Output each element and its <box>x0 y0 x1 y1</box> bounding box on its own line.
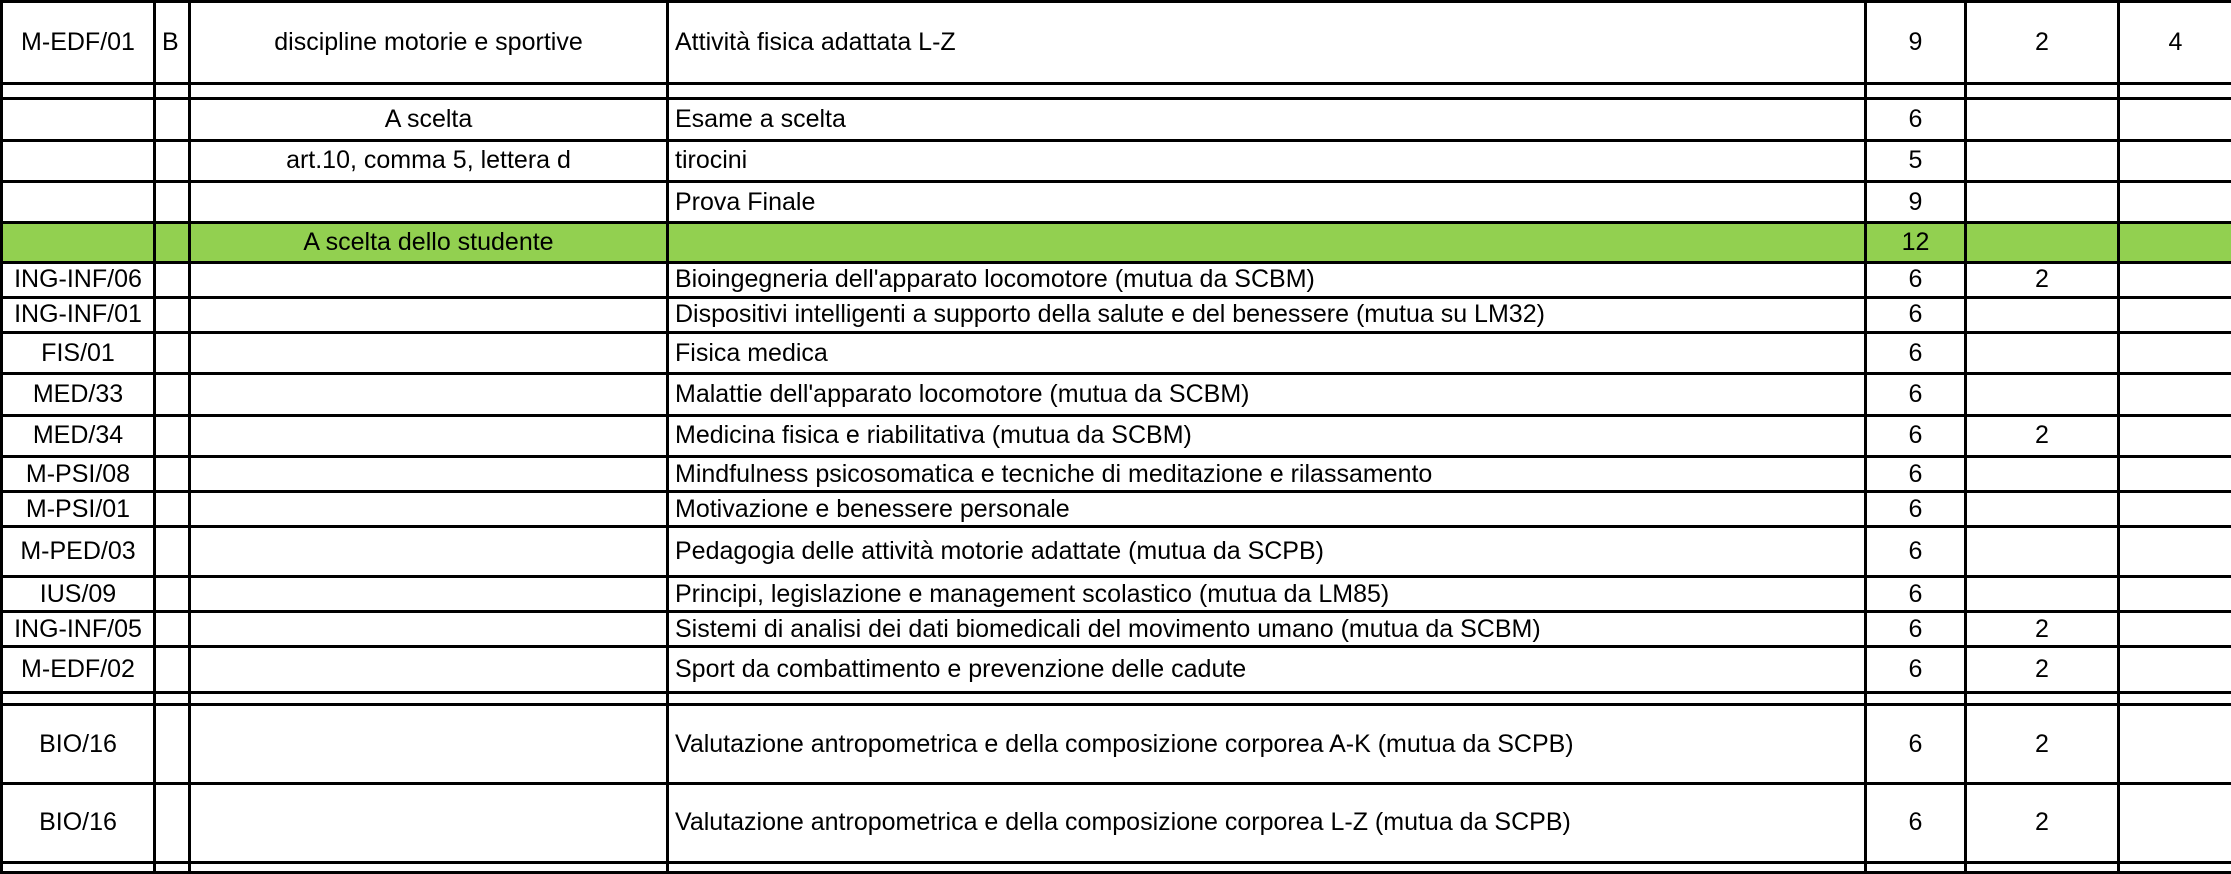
spacer-row <box>2 862 2231 872</box>
course-name: Sport da combattimento e prevenzione delle cadute <box>668 647 1866 693</box>
course-name: Esame a scelta <box>668 99 1866 140</box>
cfu-value: 6 <box>1866 783 1966 862</box>
course-name: Pedagogia delle attività motorie adattate (mutua da SCPB) <box>668 527 1866 577</box>
subject-area: art.10, comma 5, lettera d <box>190 140 668 181</box>
spacer-row <box>2 692 2231 704</box>
ssd-code: M-EDF/02 <box>2 647 155 693</box>
col6-value: 2 <box>1966 415 2119 456</box>
subject-area: A scelta dello studente <box>190 223 668 262</box>
cfu-value: 5 <box>1866 140 1966 181</box>
course-name: Valutazione antropometrica e della composizione corporea L-Z (mutua da SCPB) <box>668 783 1866 862</box>
cfu-value: 6 <box>1866 99 1966 140</box>
course-type: B <box>155 2 190 84</box>
table-row <box>2 297 2231 332</box>
cfu-value: 6 <box>1866 612 1966 647</box>
cfu-value: 6 <box>1866 374 1966 415</box>
cfu-value: 6 <box>1866 527 1966 577</box>
col6-value <box>1966 577 2119 612</box>
cfu-value: 6 <box>1866 492 1966 527</box>
cfu-value: 6 <box>1866 262 1966 297</box>
table-row <box>2 2 2231 84</box>
table-row <box>2 140 2231 181</box>
ssd-code: ING-INF/05 <box>2 612 155 647</box>
subject-area: discipline motorie e sportive <box>190 2 668 84</box>
col6-value <box>1966 492 2119 527</box>
table-row <box>2 577 2231 612</box>
course-name: Fisica medica <box>668 332 1866 373</box>
cfu-value: 6 <box>1866 647 1966 693</box>
col6-value <box>1966 457 2119 492</box>
table-row <box>2 492 2231 527</box>
cfu-value: 9 <box>1866 181 1966 222</box>
ssd-code: M-PED/03 <box>2 527 155 577</box>
ssd-code: MED/33 <box>2 374 155 415</box>
course-name: Attività fisica adattata L-Z <box>668 2 1866 84</box>
col6-value <box>1966 527 2119 577</box>
table-row <box>2 332 2231 373</box>
subject-area: A scelta <box>190 99 668 140</box>
course-name: Principi, legislazione e management scolastico (mutua da LM85) <box>668 577 1866 612</box>
course-name: Mindfulness psicosomatica e tecniche di meditazione e rilassamento <box>668 457 1866 492</box>
elective-header-row <box>2 223 2231 262</box>
col6-value <box>1966 374 2119 415</box>
ssd-code: BIO/16 <box>2 705 155 784</box>
course-name: Malattie dell'apparato locomotore (mutua da SCBM) <box>668 374 1866 415</box>
table-row <box>2 527 2231 577</box>
table-row <box>2 647 2231 693</box>
course-name: Motivazione e benessere personale <box>668 492 1866 527</box>
cfu-value: 6 <box>1866 415 1966 456</box>
course-name: Dispositivi intelligenti a supporto della salute e del benessere (mutua su LM32) <box>668 297 1866 332</box>
table-row <box>2 783 2231 862</box>
ssd-code: ING-INF/06 <box>2 262 155 297</box>
col6-value: 2 <box>1966 705 2119 784</box>
table-row <box>2 181 2231 222</box>
subject-area <box>190 181 668 222</box>
ssd-code: IUS/09 <box>2 577 155 612</box>
table-row <box>2 457 2231 492</box>
cfu-value: 6 <box>1866 705 1966 784</box>
elective-list <box>2 262 2231 862</box>
col6-value <box>1966 332 2119 373</box>
col6-value: 2 <box>1966 2 2119 84</box>
col6-value: 2 <box>1966 647 2119 693</box>
course-name: tirocini <box>668 140 1866 181</box>
ssd-code: M-PSI/01 <box>2 492 155 527</box>
cfu-value: 6 <box>1866 297 1966 332</box>
table-row <box>2 262 2231 297</box>
ssd-code: FIS/01 <box>2 332 155 373</box>
col6-value: 2 <box>1966 262 2119 297</box>
table-row <box>2 415 2231 456</box>
ssd-code: BIO/16 <box>2 783 155 862</box>
ssd-code: ING-INF/01 <box>2 297 155 332</box>
cfu-value: 6 <box>1866 457 1966 492</box>
cfu-value: 9 <box>1866 2 1966 84</box>
col6-value <box>1966 297 2119 332</box>
table-row <box>2 705 2231 784</box>
ssd-code: M-PSI/08 <box>2 457 155 492</box>
cfu-value: 6 <box>1866 332 1966 373</box>
course-name: Medicina fisica e riabilitativa (mutua da SCBM) <box>668 415 1866 456</box>
ssd-code: M-EDF/01 <box>2 2 155 84</box>
course-name: Bioingegneria dell'apparato locomotore (mutua da SCBM) <box>668 262 1866 297</box>
col7-value: 4 <box>2119 2 2231 84</box>
course-name: Prova Finale <box>668 181 1866 222</box>
table-row <box>2 374 2231 415</box>
spacer-row <box>2 83 2231 99</box>
table-row <box>2 99 2231 140</box>
cfu-value: 6 <box>1866 577 1966 612</box>
table-row <box>2 612 2231 647</box>
cfu-value: 12 <box>1866 223 1966 262</box>
course-name: Valutazione antropometrica e della composizione corporea A-K (mutua da SCPB) <box>668 705 1866 784</box>
col6-value: 2 <box>1966 612 2119 647</box>
col6-value: 2 <box>1966 783 2119 862</box>
ssd-code: MED/34 <box>2 415 155 456</box>
course-name: Sistemi di analisi dei dati biomedicali del movimento umano (mutua da SCBM) <box>668 612 1866 647</box>
